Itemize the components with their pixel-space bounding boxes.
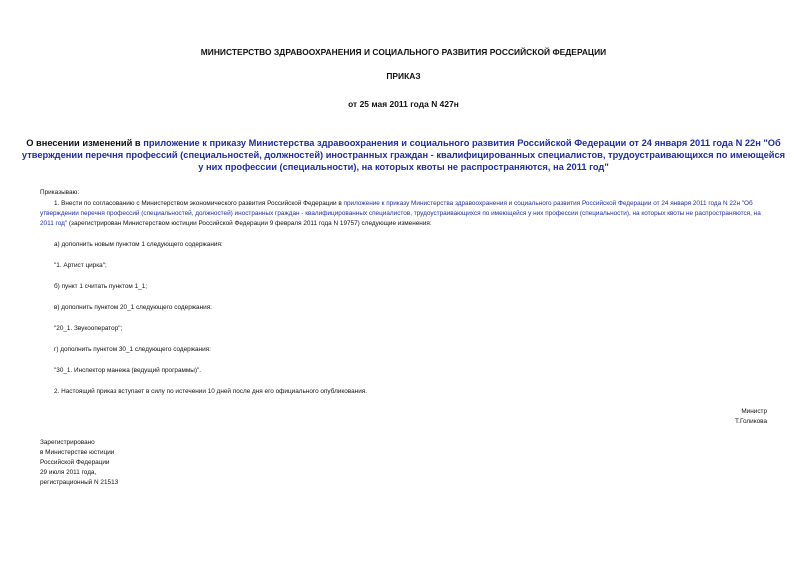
list-item: "20_1. Звукооператор"; [54,325,123,332]
document-date-number: от 25 мая 2011 года N 427н [348,99,459,109]
intro-text: Приказываю: [40,189,80,196]
list-item: "30_1. Инспектор манежа (ведущий программы)". [54,367,202,374]
list-item: 2. Настоящий приказ вступает в силу по истечении 10 дней после дня его официального опубликования. [54,388,368,395]
list-item: а) дополнить новым пунктом 1 следующего содержания: [54,241,223,248]
ministry-heading: МИНИСТЕРСТВО ЗДРАВООХРАНЕНИЯ И СОЦИАЛЬНОГО РАЗВИТИЯ РОССИЙСКОЙ ФЕДЕРАЦИИ [200,47,607,57]
registration-line: регистрационный N 21513 [40,479,119,486]
list-item: б) пункт 1 считать пунктом 1_1; [54,283,148,290]
list-item: в) дополнить пунктом 20_1 следующего содержания: [54,304,212,311]
document-title [20,137,787,173]
paragraph-1-link[interactable]: приложение к приказу Министерства здравоохранения и социального развития Российской Федерации от 24 января 2011 года N 22н "Об утверждении перечня профессий (специальностей, должностей) иностранных граждан - квалифицированных специалистов, трудоустраивающихся по имеющейся у них профессии (специальности), на которых квоты не распространяются, на 2011 год" [40,200,761,227]
list-item: г) дополнить пунктом 30_1 следующего содержания: [54,346,211,353]
title-link[interactable]: приложение к приказу Министерства здравоохранения и социального развития Российской Федерации от 24 января 2011 года N 22н "Об утверждении перечня профессий (специальностей, должностей) иностранных граждан - квалифицированных специалистов, трудоустраивающихся по имеющейся у них профессии (специальности), на которых квоты не распространяются, на 2011 год" [21,138,786,172]
paragraph-1-suffix: (зарегистрирован Министерством юстиции Российской Федерации 9 февраля 2011 года N 19757) следующие изменения: [67,220,432,227]
paragraph-1 [40,199,770,229]
list-item: "1. Артист цирка"; [54,262,107,269]
paragraph-1-prefix: 1. Внести по согласованию с Министерством экономического развития Российской Федерации в [54,200,344,207]
registration-block [40,438,118,488]
signature-name: Т.Голикова [734,418,767,425]
registration-line: Российской Федерации [40,459,110,466]
registration-line: в Министерстве юстиции [40,449,115,456]
document-type: ПРИКАЗ [386,71,421,81]
registration-line: Зарегистрировано [40,439,95,446]
registration-line: 29 июля 2011 года, [40,469,97,476]
signature-position: Министр [741,408,767,415]
title-prefix: О внесении изменений в [26,138,144,148]
signature-block [735,407,767,427]
